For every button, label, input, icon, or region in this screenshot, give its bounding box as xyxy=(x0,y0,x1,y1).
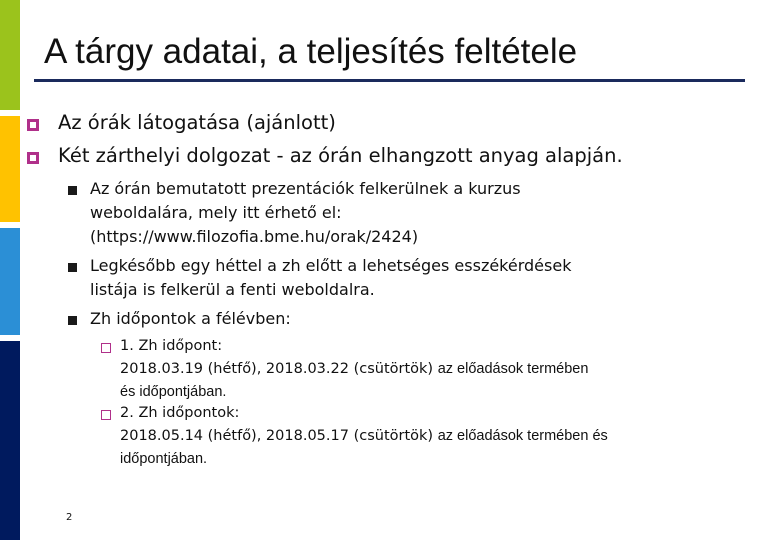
filled-square-bullet-icon xyxy=(68,263,77,272)
hollow-square-bullet-icon xyxy=(101,343,111,353)
text-line: időpontjában. xyxy=(120,451,208,467)
exam-dates: 2018.05.14 (hétfő), 2018.05.17 (csütörtök) xyxy=(120,428,438,444)
hollow-square-bullet-icon xyxy=(101,410,111,420)
bar-segment-yellow xyxy=(0,116,20,222)
text-line: Legkésőbb egy héttel a zh előtt a lehetséges esszékérdések xyxy=(90,256,572,275)
bar-segment-green xyxy=(0,0,20,110)
text-line xyxy=(120,358,588,381)
bullet-l3-second-exam xyxy=(120,402,608,471)
text-line: Zh időpontok a félévben: xyxy=(90,309,291,328)
slide-title: A tárgy adatai, a teljesítés feltétele xyxy=(44,32,578,71)
filled-square-bullet-icon xyxy=(68,186,77,195)
text-line: weboldalára, mely itt érhető el: xyxy=(90,203,342,222)
bullet-l2-exam-dates xyxy=(90,307,291,331)
bullet-l2-presentations xyxy=(90,177,521,249)
bullet-l1-attendance: Az órák látogatása (ajánlott) xyxy=(58,111,336,134)
text-line xyxy=(120,425,608,448)
hollow-square-bullet-icon xyxy=(26,151,40,165)
exam-dates: 2018.03.19 (hétfő), 2018.03.22 (csütörtök) xyxy=(120,361,438,377)
filled-square-bullet-icon xyxy=(68,316,77,325)
text-line: 2. Zh időpontok: xyxy=(120,405,240,421)
bar-segment-blue xyxy=(0,228,20,335)
text-line: 1. Zh időpont: xyxy=(120,338,223,354)
exam-location: az előadások termében xyxy=(437,361,589,377)
text-line: (https://www.filozofia.bme.hu/orak/2424) xyxy=(90,227,419,246)
left-color-bar xyxy=(0,0,20,540)
exam-location: az előadások termében és xyxy=(437,428,608,444)
hollow-square-bullet-icon xyxy=(26,118,40,132)
bullet-l1-exams: Két zárthelyi dolgozat - az órán elhangzott anyag alapján. xyxy=(58,144,623,167)
title-underline xyxy=(34,79,745,82)
bullet-l2-essay-questions xyxy=(90,254,571,302)
page-number: 2 xyxy=(66,512,73,523)
text-line: és időpontjában. xyxy=(120,384,227,400)
bullet-l3-first-exam xyxy=(120,335,588,404)
bar-segment-navy xyxy=(0,341,20,540)
text-line: Az órán bemutatott prezentációk felkerülnek a kurzus xyxy=(90,179,521,198)
text-line: listája is felkerül a fenti weboldalra. xyxy=(90,280,375,299)
